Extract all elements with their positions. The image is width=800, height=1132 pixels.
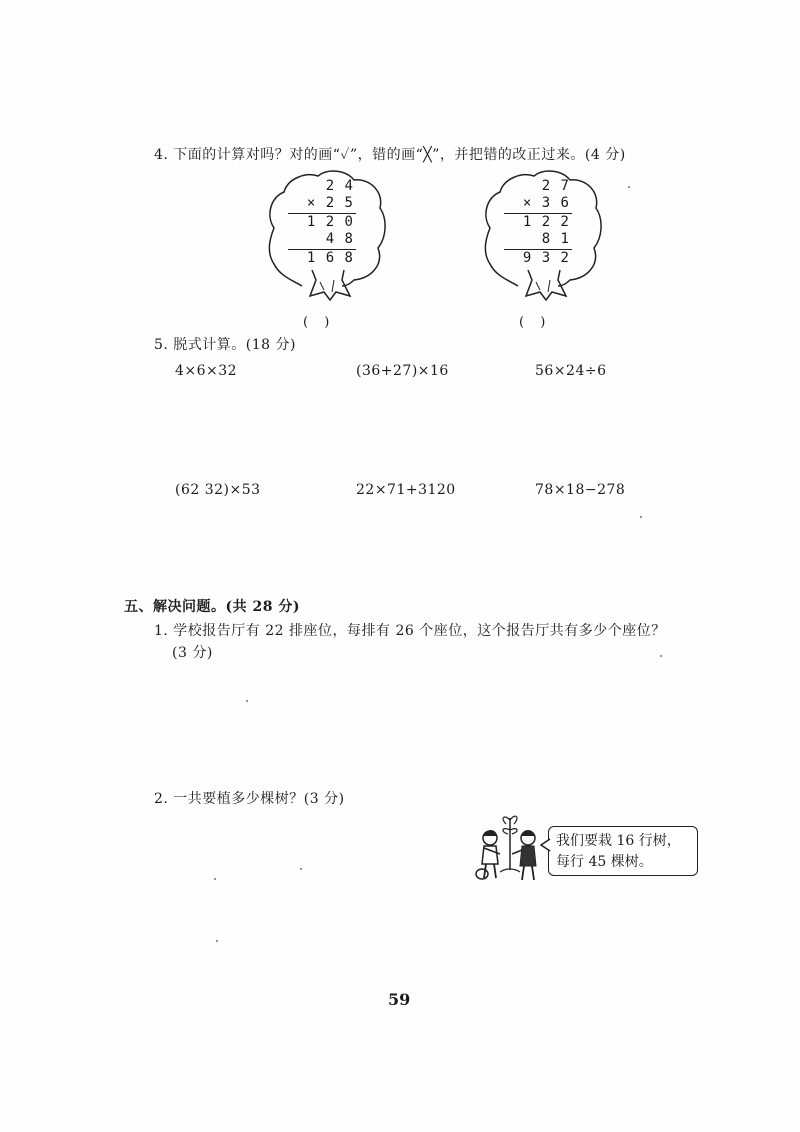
speech-line-2: 每行 45 棵树。 (556, 854, 653, 870)
calc-b-row-5: 9 3 2 (522, 250, 570, 266)
problem-2-text: 2. 一共要植多少棵树？(3 分) (154, 791, 345, 807)
scan-speck (214, 878, 216, 880)
expression-2: (36+27)×16 (356, 363, 449, 379)
page-number: 59 (388, 990, 411, 1009)
scan-speck (246, 700, 248, 702)
scan-speck (216, 940, 218, 942)
expression-1: 4×6×32 (175, 363, 238, 379)
scan-speck (660, 655, 662, 657)
problem-1-text: 1. 学校报告厅有 22 排座位，每排有 26 个座位，这个报告厅共有多少个座位？ (154, 623, 666, 639)
scan-speck (640, 516, 642, 518)
speech-bubble-tail (540, 838, 552, 852)
calc-a-row-2: × 2 5 (306, 195, 354, 211)
scan-speck (628, 186, 630, 188)
calc-b-row-1: 2 7 (541, 178, 570, 194)
expression-5: 22×71+3120 (356, 482, 456, 498)
expression-4: (62 32)×53 (175, 482, 261, 498)
question-5-title: 5. 脱式计算。(18 分) (154, 337, 296, 353)
expression-3: 56×24÷6 (535, 363, 607, 379)
calc-b-row-4: 8 1 (541, 231, 570, 247)
children-planting-tree-illustration (470, 808, 550, 888)
speech-line-1: 我们要栽 16 行树， (556, 833, 681, 849)
expression-6: 78×18−278 (535, 482, 626, 498)
calc-a-row-3: 1 2 0 (306, 214, 354, 230)
calc-a-row-1: 2 4 (325, 178, 354, 194)
calc-b-row-3: 1 2 2 (522, 214, 570, 230)
scan-speck (300, 868, 302, 870)
section-5-title: 五、解决问题。(共 28 分) (124, 599, 300, 615)
question-4-title: 4. 下面的计算对吗？对的画“✓”，错的画“╳”，并把错的改正过来。(4 分) (154, 147, 626, 163)
calc-a-row-4: 4 8 (325, 231, 354, 247)
calc-a-row-5: 1 6 8 (306, 250, 354, 266)
answer-box-b[interactable]: ( ) (519, 315, 552, 330)
answer-box-a[interactable]: ( ) (303, 315, 336, 330)
problem-1-points: (3 分) (172, 645, 213, 661)
tree-icon (262, 168, 392, 308)
calc-b-row-2: × 3 6 (522, 195, 570, 211)
tree-icon (478, 168, 608, 308)
